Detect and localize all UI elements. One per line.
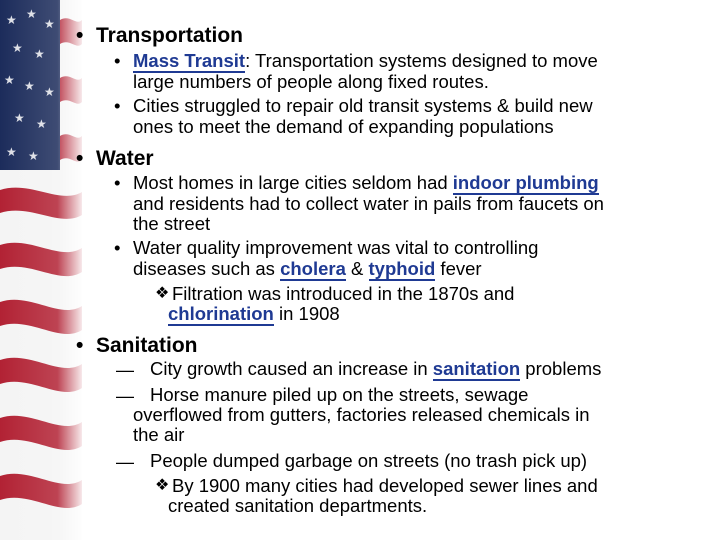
keyword-mass-transit: Mass Transit (133, 50, 246, 71)
diamond-bullet-icon: ❖ (155, 285, 170, 302)
manure-line2: overflowed from gutters, factories released chemicals in (133, 404, 590, 425)
heading-sanitation: Sanitation (96, 334, 198, 357)
mass-transit-continuation: large numbers of people along fixed routes. (133, 71, 489, 92)
plumbing-text: Most homes in large cities seldom had (133, 172, 453, 193)
keyword-chlorination: chlorination (168, 303, 274, 324)
sewer-line2: created sanitation departments. (168, 495, 428, 516)
garbage-line: People dumped garbage on streets (no trash pick up) (150, 450, 588, 471)
bullet-icon: • (114, 50, 121, 71)
transit-repair-line1: Cities struggled to repair old transit systems & build new (133, 95, 593, 116)
quality-line2 (133, 260, 482, 279)
growth-line (150, 360, 601, 379)
mass-transit-definition: : Transportation systems designed to move (245, 50, 598, 71)
keyword-cholera: cholera (280, 258, 346, 279)
quality-text: diseases such as (133, 258, 281, 279)
sewer-line1: By 1900 many cities had developed sewer lines and (172, 475, 598, 496)
dash-bullet-icon: — (116, 386, 134, 406)
filtration-line1: Filtration was introduced in the 1870s and (172, 283, 515, 304)
ampersand-text: & (345, 258, 369, 279)
dash-bullet-icon: — (116, 360, 134, 380)
growth-suffix-text: problems (520, 358, 602, 379)
bullet-icon: • (114, 95, 121, 116)
diamond-bullet-icon: ❖ (155, 477, 170, 494)
quality-line1: Water quality improvement was vital to controlling (133, 237, 539, 258)
keyword-indoor-plumbing: indoor plumbing (452, 172, 599, 193)
heading-water: Water (96, 147, 154, 170)
plumbing-line2: and residents had to collect water in pails from faucets on (133, 193, 604, 214)
bullet-icon: • (76, 24, 84, 47)
transit-repair-line2: ones to meet the demand of expanding populations (133, 116, 554, 137)
bullet-icon: • (76, 147, 84, 170)
fever-text: fever (435, 258, 482, 279)
keyword-typhoid: typhoid (368, 258, 436, 279)
growth-text: City growth caused an increase in (150, 358, 433, 379)
chlorination-year-text: in 1908 (273, 303, 340, 324)
heading-transportation: Transportation (96, 24, 244, 47)
plumbing-line3: the street (133, 213, 211, 234)
filtration-line2 (168, 305, 340, 324)
plumbing-line1 (133, 174, 599, 193)
bullet-icon: • (76, 334, 84, 357)
dash-bullet-icon: — (116, 452, 134, 472)
bullet-icon: • (114, 237, 121, 258)
manure-line1: Horse manure piled up on the streets, sewage (150, 384, 529, 405)
mass-transit-line (133, 52, 598, 71)
bullet-icon: • (114, 172, 121, 193)
manure-line3: the air (133, 424, 185, 445)
keyword-sanitation: sanitation (432, 358, 521, 379)
